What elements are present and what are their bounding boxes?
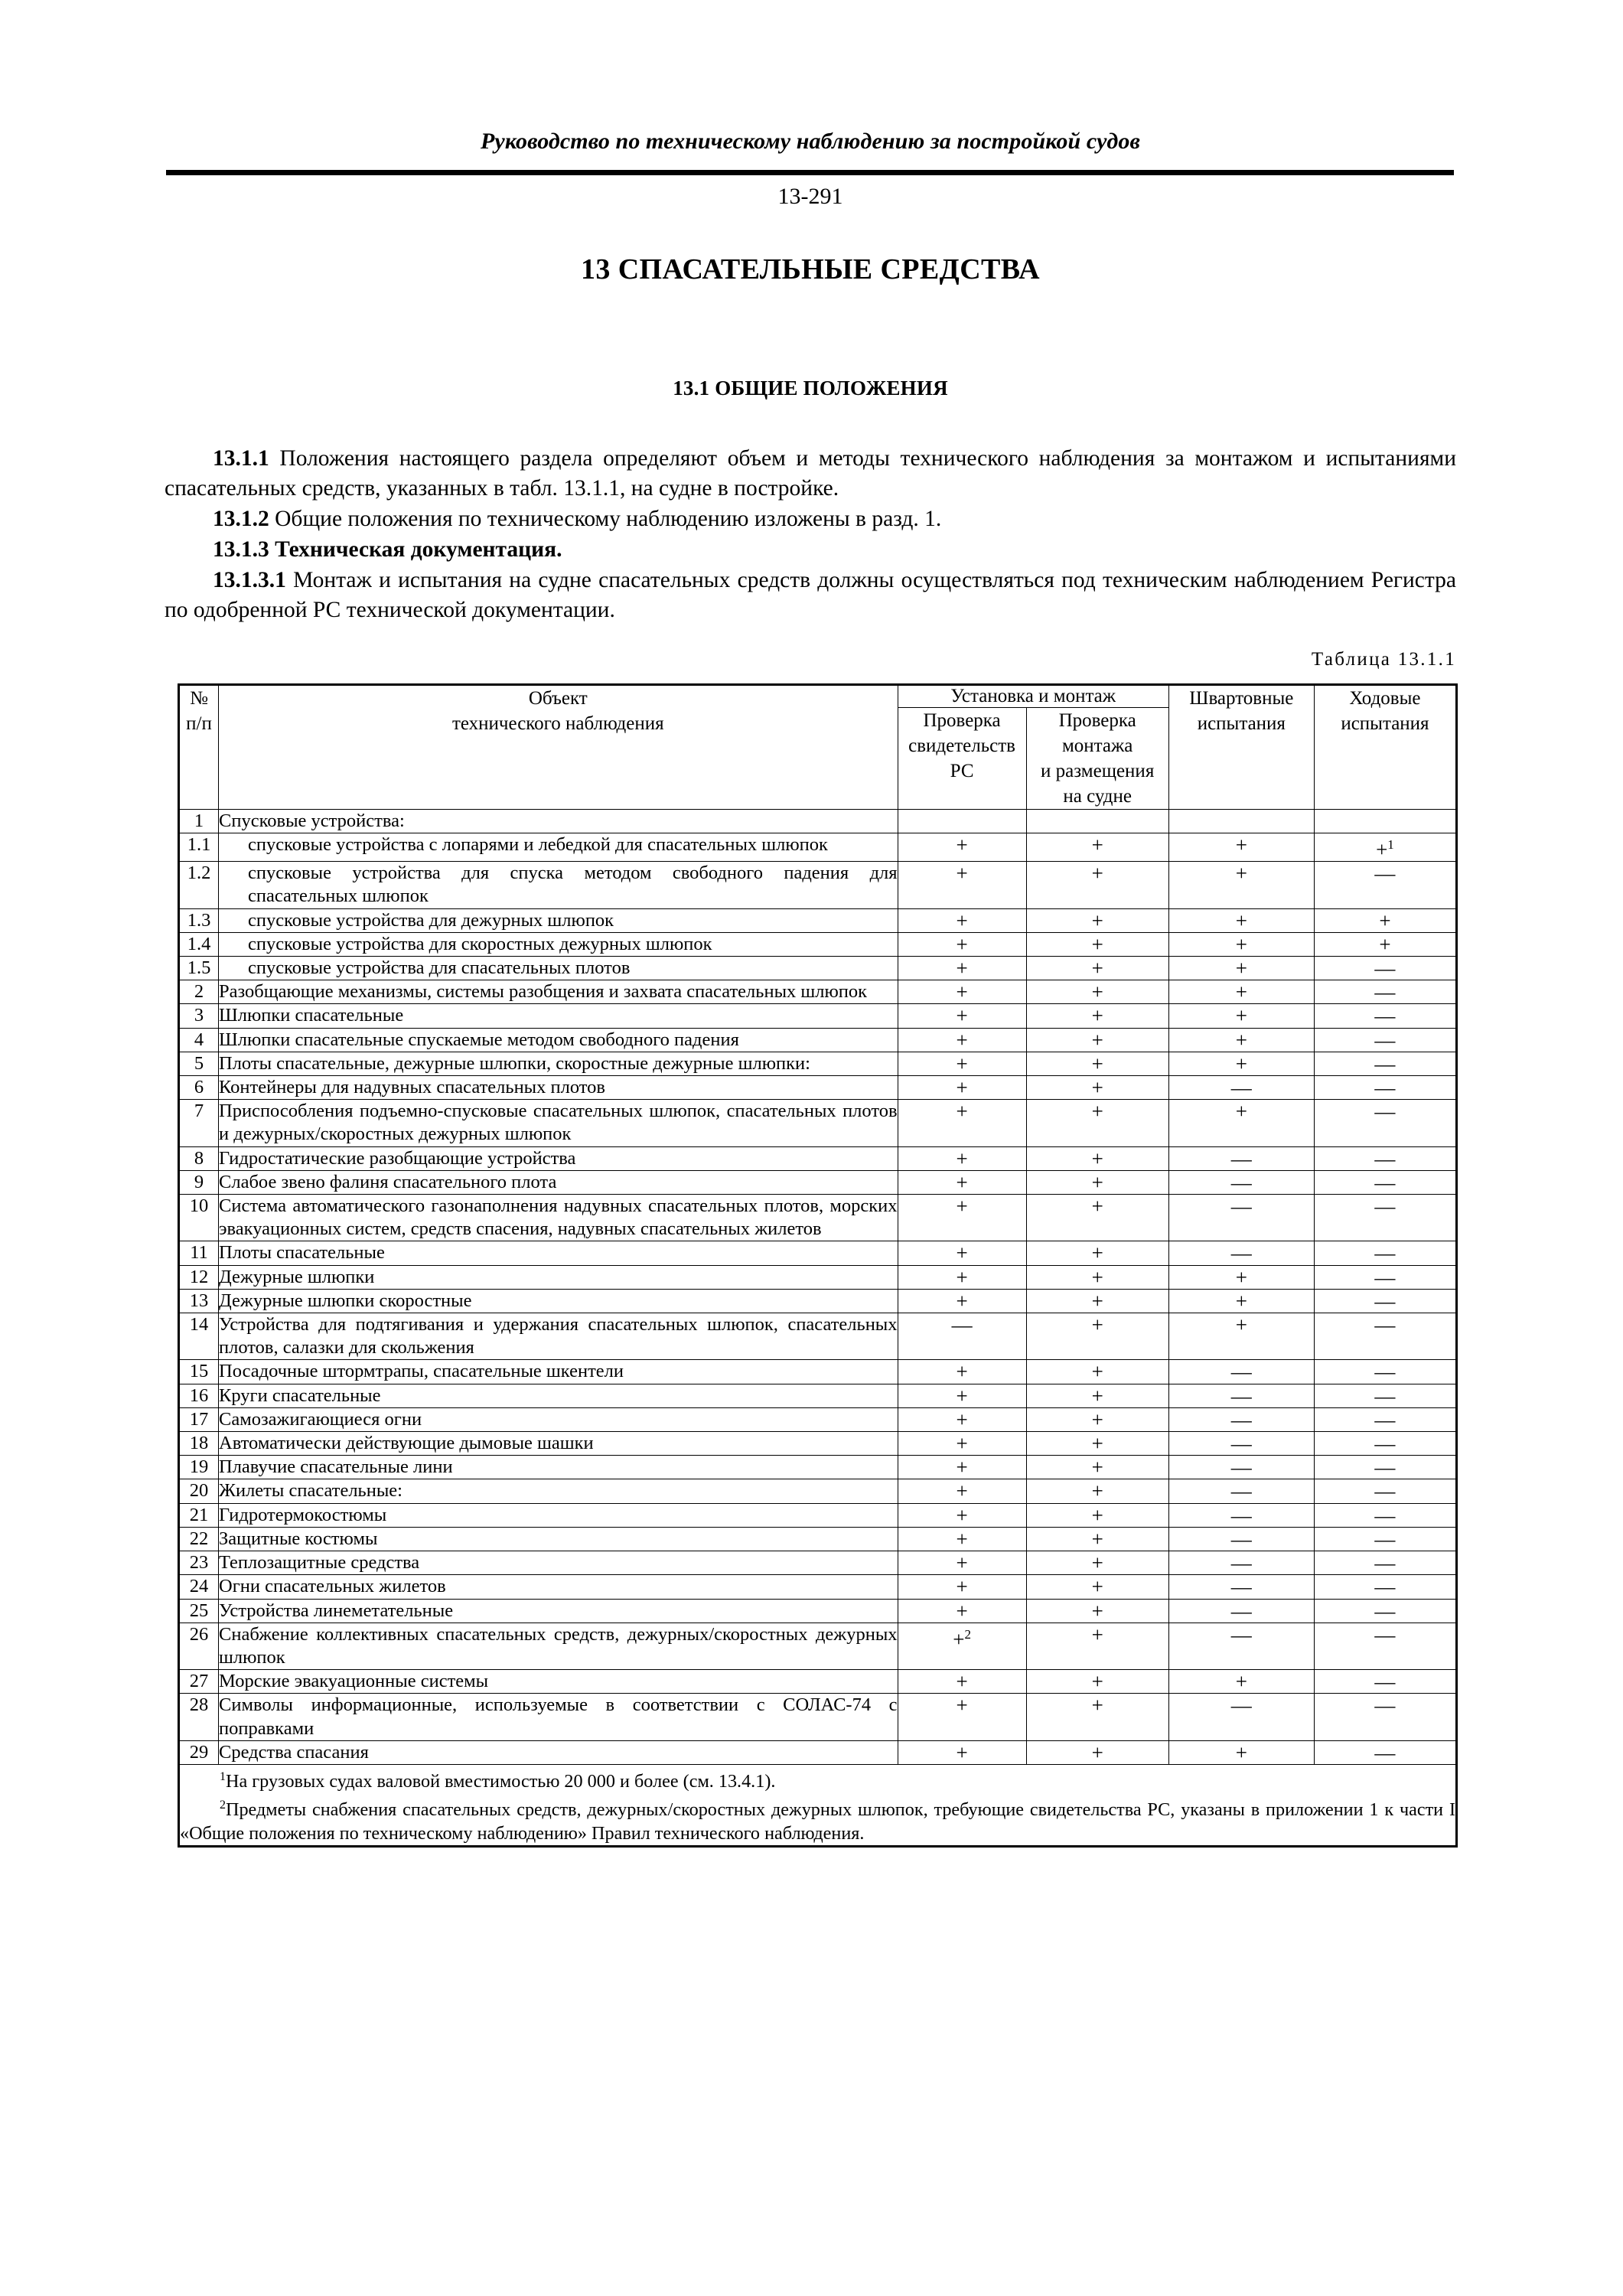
row-number: 25 [179,1599,219,1623]
row-object: Дежурные шлюпки скоростные [219,1289,898,1313]
row-cert-check: + [898,932,1026,956]
row-object: Плоты спасательные, дежурные шлюпки, скоростные дежурные шлюпки: [219,1052,898,1075]
row-cert-check: + [898,1384,1026,1407]
row-sea-test: — [1314,1100,1456,1146]
row-mooring-test: — [1168,1384,1314,1407]
row-object: спусковые устройства с лопарями и лебедкой для спасательных шлюпок [219,833,898,862]
footnote-2-text: Предметы снабжения спасательных средств, дежурных/скоростных дежурных шлюпок, требующие свидетельства РС, указаны в приложении 1 к части I «Общие положения по техническому наблюдению» Правил технического наблюдения. [180,1799,1455,1844]
row-number: 1.2 [179,862,219,908]
row-cert-check: + [898,908,1026,932]
row-number: 1.1 [179,833,219,862]
row-sea-test: — [1314,1407,1456,1431]
row-object: Посадочные штормтрапы, спасательные шкентели [219,1360,898,1384]
row-mount-check: + [1026,1432,1168,1456]
row-mount-check: + [1026,1740,1168,1764]
row-mount-check: + [1026,1599,1168,1623]
row-mount-check: + [1026,1265,1168,1289]
row-mount-check: + [1026,1313,1168,1360]
row-mooring-test: + [1168,980,1314,1004]
table-row [179,1503,1457,1527]
footnotes-row [179,1764,1457,1846]
row-object: Гидротермокостюмы [219,1503,898,1527]
row-sea-test: — [1314,1076,1456,1100]
row-mount-check: + [1026,1052,1168,1075]
row-mount-check: + [1026,1407,1168,1431]
row-cert-check: + [898,1527,1026,1551]
paragraph-text: Положения настоящего раздела определяют объем и методы технического наблюдения за монтажом и испытаниями спасательных средств, указанных в табл. 13.1.1, на судне в постройке. [165,446,1456,501]
row-mooring-test: + [1168,1265,1314,1289]
row-cert-check: + [898,833,1026,862]
row-mooring-test: + [1168,1028,1314,1052]
subsection-title: 13.1 ОБЩИЕ ПОЛОЖЕНИЯ [673,377,948,400]
table-header-row-1 [179,685,1457,708]
row-sea-test: — [1314,980,1456,1004]
table-row [179,1004,1457,1028]
row-sea-test: — [1314,957,1456,980]
row-number: 1.4 [179,932,219,956]
row-mount-check: + [1026,1575,1168,1599]
row-cert-check: + [898,1551,1026,1575]
row-sea-test: — [1314,862,1456,908]
row-mount-check: + [1026,1146,1168,1170]
table-row [179,1146,1457,1170]
row-cert-check: — [898,1313,1026,1360]
row-cert-check: + [898,1360,1026,1384]
row-mooring-test: — [1168,1527,1314,1551]
table-row [179,980,1457,1004]
row-number: 9 [179,1170,219,1194]
row-mount-check: + [1026,1479,1168,1503]
paragraph-number: 13.1.1 [213,446,269,471]
table-row [179,1456,1457,1479]
row-object: спусковые устройства для дежурных шлюпок [219,908,898,932]
row-cert-check: + [898,957,1026,980]
footnotes-cell [179,1764,1457,1846]
row-number: 1.5 [179,957,219,980]
row-sea-test: — [1314,1360,1456,1384]
th-object-line1: Объект [528,688,588,709]
row-number: 13 [179,1289,219,1313]
row-number: 23 [179,1551,219,1575]
row-number: 1.3 [179,908,219,932]
row-cert-check: + [898,1575,1026,1599]
table-row [179,1479,1457,1503]
row-sea-test: — [1314,1599,1456,1623]
row-cert-check: + [898,1432,1026,1456]
row-number: 27 [179,1670,219,1694]
table-body [179,810,1457,1765]
th-sea-tests [1314,685,1456,810]
row-object: Средства спасания [219,1740,898,1764]
table-row [179,1195,1457,1241]
row-mooring-test: — [1168,1694,1314,1740]
running-header-title: Руководство по техническому наблюдению за постройкой судов [480,129,1140,154]
row-cert-check: + [898,1146,1026,1170]
th-object-line2: технического наблюдения [451,713,664,734]
row-mooring-test: + [1168,1313,1314,1360]
row-mooring-test: + [1168,833,1314,862]
table-row [179,1313,1457,1360]
row-sea-test: — [1314,1313,1456,1360]
row-sea-test: + [1314,932,1456,956]
row-mooring-test: + [1168,1289,1314,1313]
row-object: Гидростатические разобщающие устройства [219,1146,898,1170]
row-sea-test: +$^1$ [1314,833,1456,862]
table-row [179,1623,1457,1669]
row-cert-check: + [898,1599,1026,1623]
footnote-1-text: На грузовых судах валовой вместимостью 20 000 и более (см. 13.4.1). [226,1770,776,1792]
row-cert-check: + [898,1052,1026,1075]
row-number: 4 [179,1028,219,1052]
row-cert-check: + [898,1028,1026,1052]
row-object: Спусковые устройства: [219,810,898,833]
row-mooring-test: — [1168,1456,1314,1479]
row-mount-check: + [1026,1076,1168,1100]
row-number: 28 [179,1694,219,1740]
th-number [179,685,219,810]
row-number: 18 [179,1432,219,1456]
row-sea-test: — [1314,1146,1456,1170]
th-number-line1: № [190,688,208,709]
row-cert-check: + [898,1100,1026,1146]
row-mooring-test: — [1168,1360,1314,1384]
row-cert-check: + [898,1265,1026,1289]
footnote-2-marker: 2 [220,1798,226,1812]
row-cert-check: + [898,1670,1026,1694]
row-object: Слабое звено фалиня спасательного плота [219,1170,898,1194]
row-number: 11 [179,1241,219,1265]
row-sea-test: — [1314,1170,1456,1194]
row-mooring-test: — [1168,1503,1314,1527]
paragraph-number: 13.1.3.1 [213,568,286,592]
row-sea-test: — [1314,1670,1456,1694]
row-cert-check: + [898,1170,1026,1194]
th-sea-line2: испытания [1341,713,1429,734]
table-head [179,685,1457,810]
row-mooring-test: — [1168,1432,1314,1456]
row-mount-check: + [1026,908,1168,932]
row-sea-test: — [1314,1575,1456,1599]
row-object: Дежурные шлюпки [219,1265,898,1289]
table-row [179,1360,1457,1384]
row-object: Приспособления подъемно-спусковые спасательных шлюпок, спасательных плотов и дежурных/скоростных дежурных шлюпок [219,1100,898,1146]
row-mooring-test [1168,810,1314,833]
row-sea-test: — [1314,1052,1456,1075]
row-mount-check: + [1026,1004,1168,1028]
row-mount-check: + [1026,932,1168,956]
table-row [179,1407,1457,1431]
table-row [179,1265,1457,1289]
paragraph-text: Общие положения по техническому наблюдению изложены в разд. 1. [269,507,942,531]
table-foot [179,1764,1457,1846]
row-mount-check: + [1026,1384,1168,1407]
th-object [219,685,898,810]
table-row [179,810,1457,833]
table-row [179,833,1457,862]
row-object: Жилеты спасательные: [219,1479,898,1503]
row-mooring-test: + [1168,908,1314,932]
row-object: спусковые устройства для скоростных дежурных шлюпок [219,932,898,956]
row-number: 16 [179,1384,219,1407]
row-mooring-test: — [1168,1599,1314,1623]
row-cert-check-footnote-marker: 2 [964,1626,971,1642]
row-number: 21 [179,1503,219,1527]
th-mooring-line1: Швартовные [1189,688,1294,709]
row-mount-check: + [1026,1527,1168,1551]
row-sea-test: — [1314,1740,1456,1764]
row-number: 26 [179,1623,219,1669]
row-mount-check: + [1026,1694,1168,1740]
row-number: 8 [179,1146,219,1170]
paragraph-text: Монтаж и испытания на судне спасательных средств должны осуществляться под техническим наблюдением Регистра по одобренной РС технической документации. [165,568,1456,622]
row-object: Огни спасательных жилетов [219,1575,898,1599]
row-mount-check: + [1026,1170,1168,1194]
table-row [179,1694,1457,1740]
row-number: 17 [179,1407,219,1431]
table-row [179,1432,1457,1456]
paragraph-13-1-2 [165,504,1456,534]
row-sea-test: — [1314,1289,1456,1313]
table-row [179,1100,1457,1146]
row-mooring-test: + [1168,1052,1314,1075]
row-number: 10 [179,1195,219,1241]
paragraph-number: 13.1.3 Техническая документация. [213,537,562,562]
row-sea-test-footnote-marker: 1 [1387,837,1394,853]
th-mooring-tests [1168,685,1314,810]
footnote-1-marker: 1 [220,1769,226,1783]
table-row [179,862,1457,908]
row-number: 15 [179,1360,219,1384]
table-row [179,1599,1457,1623]
row-cert-check: + [898,1456,1026,1479]
th-installation-group: Установка и монтаж [898,685,1168,708]
table-row [179,1076,1457,1100]
row-cert-check: + [898,1694,1026,1740]
footnote-1 [180,1765,1455,1793]
row-object: Плавучие спасательные лини [219,1456,898,1479]
row-mooring-test: — [1168,1551,1314,1575]
row-mount-check: + [1026,1503,1168,1527]
th-mount-line4: на судне [1063,786,1132,807]
row-cert-check: + [898,1407,1026,1431]
row-object: Устройства линеметательные [219,1599,898,1623]
row-mooring-test: — [1168,1170,1314,1194]
row-cert-check: +$^2$ [898,1623,1026,1669]
row-number: 2 [179,980,219,1004]
row-number: 22 [179,1527,219,1551]
row-cert-check: + [898,1004,1026,1028]
page-folio: 13-291 [777,184,843,209]
table-row [179,1028,1457,1052]
row-cert-check: + [898,1503,1026,1527]
row-sea-test [1314,810,1456,833]
table-row [179,1551,1457,1575]
row-object: Теплозащитные средства [219,1551,898,1575]
th-certificate-check [898,708,1026,810]
row-sea-test: — [1314,1195,1456,1241]
row-sea-test: — [1314,1432,1456,1456]
table-row [179,932,1457,956]
row-sea-test: — [1314,1241,1456,1265]
row-object: Самозажигающиеся огни [219,1407,898,1431]
paragraph-13-1-1 [165,444,1456,504]
th-cert-line3: РС [950,761,974,781]
th-mount-line2: монтажа [1061,735,1133,756]
row-mount-check [1026,810,1168,833]
row-object: Система автоматического газонаполнения надувных спасательных плотов, морских эвакуационных систем, средств спасения, надувных спасательных жилетов [219,1195,898,1241]
row-number: 3 [179,1004,219,1028]
row-mount-check: + [1026,1456,1168,1479]
footnote-2 [180,1793,1455,1845]
row-cert-check [898,810,1026,833]
table-row [179,1170,1457,1194]
row-sea-test: — [1314,1265,1456,1289]
row-sea-test: — [1314,1551,1456,1575]
row-mooring-test: — [1168,1146,1314,1170]
row-mooring-test: + [1168,1004,1314,1028]
table-row [179,1670,1457,1694]
row-object: спусковые устройства для спасательных плотов [219,957,898,980]
table-row [179,1740,1457,1764]
row-object: спусковые устройства для спуска методом свободного падения для спасательных шлюпок [219,862,898,908]
row-object: Устройства для подтягивания и удержания спасательных шлюпок, спасательных плотов, салазки для скольжения [219,1313,898,1360]
row-mooring-test: — [1168,1407,1314,1431]
th-mount-line3: и размещения [1041,761,1155,781]
row-mount-check: + [1026,1623,1168,1669]
row-mooring-test: — [1168,1195,1314,1241]
row-mooring-test: + [1168,1100,1314,1146]
row-cert-check: + [898,1195,1026,1241]
row-cert-check: + [898,1740,1026,1764]
row-cert-check: + [898,1241,1026,1265]
row-number: 19 [179,1456,219,1479]
row-number: 14 [179,1313,219,1360]
row-cert-check: + [898,980,1026,1004]
row-mount-check: + [1026,1100,1168,1146]
row-number: 12 [179,1265,219,1289]
section-title: 13 СПАСАТЕЛЬНЫЕ СРЕДСТВА [581,253,1040,285]
row-number: 5 [179,1052,219,1075]
row-mooring-test: — [1168,1076,1314,1100]
row-mooring-test: + [1168,932,1314,956]
row-mount-check: + [1026,1289,1168,1313]
table-caption: Таблица 13.1.1 [1311,649,1456,670]
row-mooring-test: — [1168,1623,1314,1669]
row-cert-check: + [898,862,1026,908]
row-mount-check: + [1026,1360,1168,1384]
th-sea-line1: Ходовые [1349,688,1421,709]
row-sea-test: — [1314,1456,1456,1479]
row-object: Морские эвакуационные системы [219,1670,898,1694]
row-mooring-test: — [1168,1479,1314,1503]
th-mounting-check [1026,708,1168,810]
table-row [179,1289,1457,1313]
table-row [179,1575,1457,1599]
paragraph-13-1-3 [165,535,1456,565]
row-mooring-test: + [1168,1670,1314,1694]
table-row [179,1384,1457,1407]
th-mooring-line2: испытания [1197,713,1286,734]
row-mount-check: + [1026,862,1168,908]
row-object: Круги спасательные [219,1384,898,1407]
row-sea-test: — [1314,1004,1456,1028]
row-mount-check: + [1026,1241,1168,1265]
row-object: Плоты спасательные [219,1241,898,1265]
row-cert-check: + [898,1479,1026,1503]
row-mooring-test: — [1168,1241,1314,1265]
row-mooring-test: + [1168,1740,1314,1764]
row-sea-test: — [1314,1623,1456,1669]
row-number: 24 [179,1575,219,1599]
row-sea-test: — [1314,1479,1456,1503]
row-cert-check: + [898,1289,1026,1313]
row-object: Снабжение коллективных спасательных средств, дежурных/скоростных дежурных шлюпок [219,1623,898,1669]
row-mooring-test: + [1168,862,1314,908]
row-sea-test: — [1314,1503,1456,1527]
row-number: 6 [179,1076,219,1100]
row-mount-check: + [1026,1028,1168,1052]
paragraph-number: 13.1.2 [213,507,269,531]
row-number: 20 [179,1479,219,1503]
row-mooring-test: — [1168,1575,1314,1599]
row-mooring-test: + [1168,957,1314,980]
row-mount-check: + [1026,1551,1168,1575]
row-mount-check: + [1026,1670,1168,1694]
header-rule [166,170,1454,175]
row-object: Разобщающие механизмы, системы разобщения и захвата спасательных шлюпок [219,980,898,1004]
row-object: Шлюпки спасательные [219,1004,898,1028]
row-sea-test: — [1314,1527,1456,1551]
table-row [179,1241,1457,1265]
table-row [179,908,1457,932]
row-mount-check: + [1026,957,1168,980]
row-sea-test: — [1314,1694,1456,1740]
table-wrapper [178,683,1458,1848]
row-number: 1 [179,810,219,833]
row-number: 7 [179,1100,219,1146]
row-cert-check: + [898,1076,1026,1100]
row-object: Символы информационные, используемые в соответствии с СОЛАС-74 с поправками [219,1694,898,1740]
survey-scope-table [178,683,1458,1848]
table-row [179,1052,1457,1075]
row-object: Шлюпки спасательные спускаемые методом свободного падения [219,1028,898,1052]
row-mount-check: + [1026,980,1168,1004]
row-sea-test: + [1314,908,1456,932]
body-text-block [165,444,1456,626]
paragraph-13-1-3-1 [165,566,1456,625]
th-number-line2: п/п [186,713,212,734]
row-object: Автоматически действующие дымовые шашки [219,1432,898,1456]
row-sea-test: — [1314,1384,1456,1407]
th-cert-line1: Проверка [923,710,1001,731]
table-row [179,957,1457,980]
th-mount-line1: Проверка [1058,710,1136,731]
row-object: Контейнеры для надувных спасательных плотов [219,1076,898,1100]
th-cert-line2: свидетельств [908,735,1015,756]
row-sea-test: — [1314,1028,1456,1052]
row-number: 29 [179,1740,219,1764]
row-mount-check: + [1026,1195,1168,1241]
row-object: Защитные костюмы [219,1527,898,1551]
table-row [179,1527,1457,1551]
row-mount-check: + [1026,833,1168,862]
